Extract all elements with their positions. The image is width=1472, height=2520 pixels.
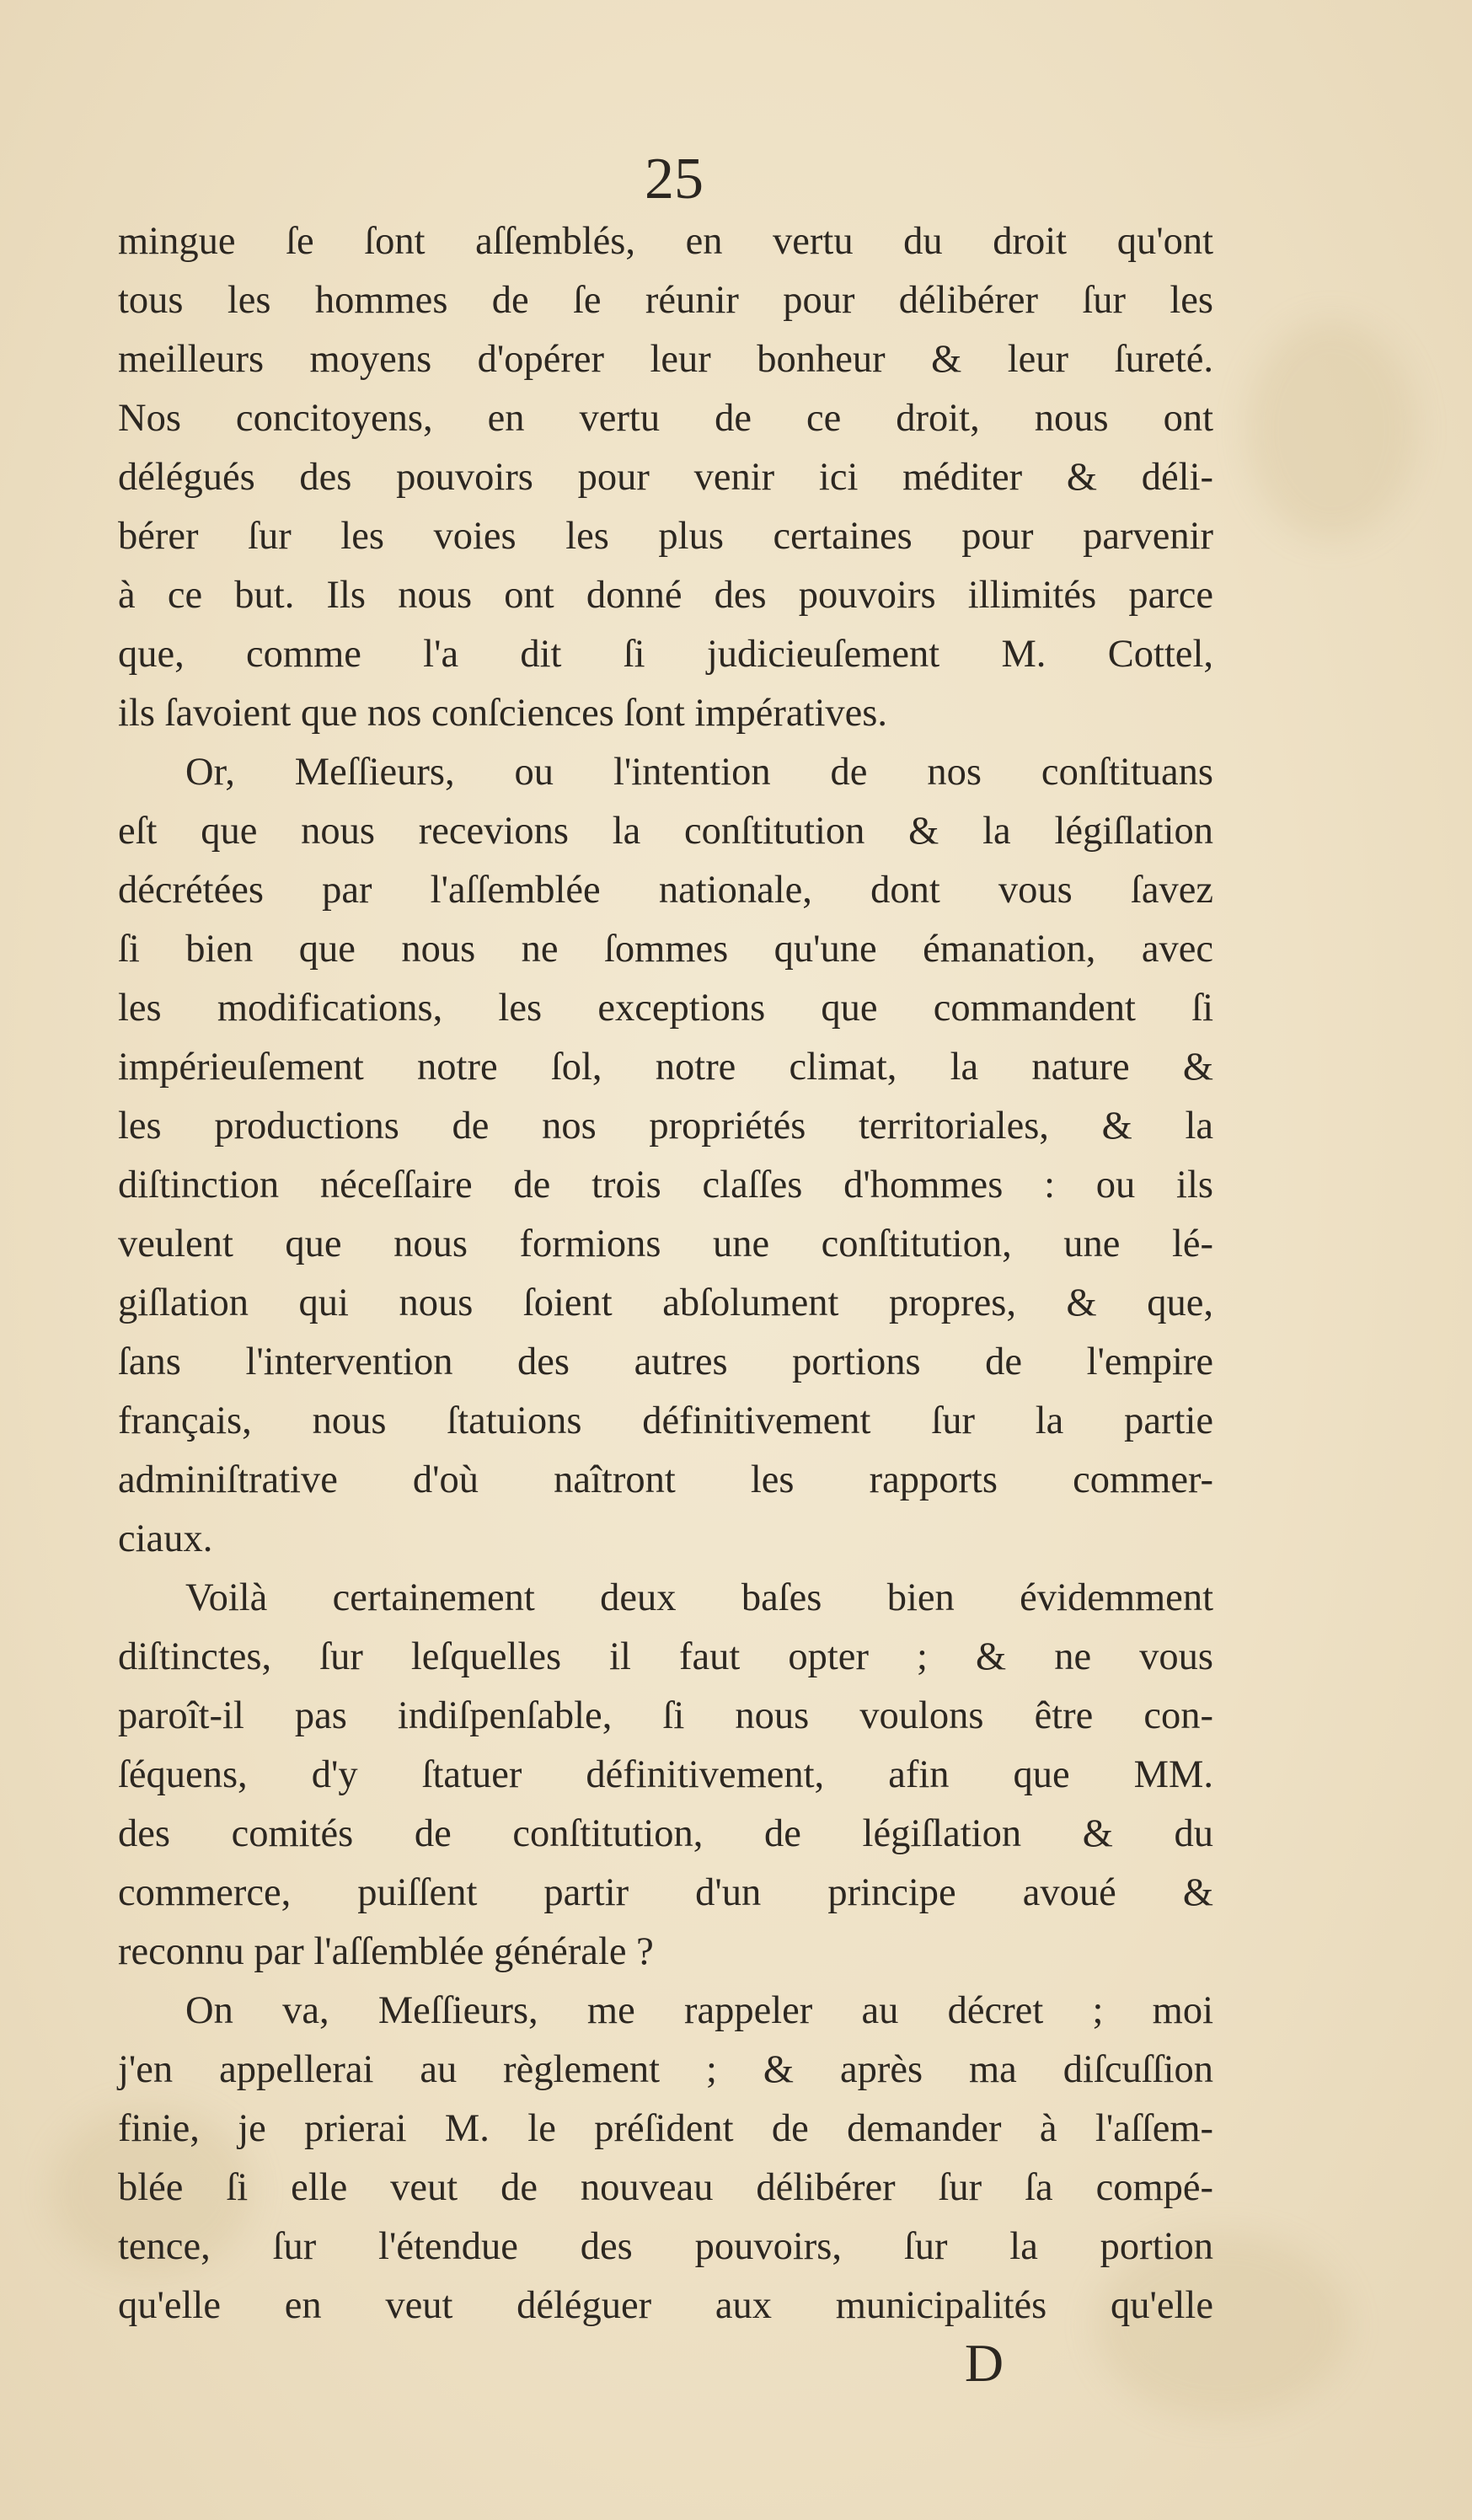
text-line: les productions de nos propriétés territoriales, & la (118, 1105, 1213, 1148)
text-line: que, comme l'a dit ſi judicieuſement M. Cottel, (118, 633, 1213, 676)
text-line: ſéquens, d'y ſtatuer définitivement, afin que MM. (118, 1753, 1213, 1796)
page-number: 25 (645, 147, 704, 211)
paper-stain (1247, 320, 1416, 539)
text-line: mingue ſe ſont aſſemblés, en vertu du droit qu'ont (118, 220, 1213, 263)
text-line: Voilà certainement deux baſes bien évidemment (185, 1576, 1213, 1619)
text-line: ciaux. (118, 1517, 213, 1560)
text-line: paroît-il pas indiſpenſable, ſi nous voulons être con- (118, 1694, 1213, 1737)
text-line: délégués des pouvoirs pour venir ici méditer & déli- (118, 456, 1213, 499)
text-line: adminiſtrative d'où naîtront les rapports commer- (118, 1458, 1213, 1501)
text-line: français, nous ſtatuions définitivement ſur la partie (118, 1399, 1213, 1442)
text-line: On va, Meſſieurs, me rappeler au décret ; moi (185, 1989, 1213, 2032)
text-line: j'en appellerai au règlement ; & après ma diſcuſſion (118, 2048, 1213, 2091)
text-line: les modifications, les exceptions que commandent ſi (118, 987, 1213, 1030)
text-line: Nos concitoyens, en vertu de ce droit, nous ont (118, 397, 1213, 440)
text-line: bérer ſur les voies les plus certaines pour parvenir (118, 515, 1213, 558)
text-line: veulent que nous formions une conſtitution, une lé- (118, 1223, 1213, 1265)
text-line: finie, je prierai M. le préſident de demander à l'aſſem- (118, 2107, 1213, 2150)
text-line: décrétées par l'aſſemblée nationale, dont vous ſavez (118, 869, 1213, 912)
text-line: meilleurs moyens d'opérer leur bonheur & leur ſureté. (118, 338, 1213, 381)
text-line: reconnu par l'aſſemblée générale ? (118, 1930, 654, 1973)
text-line: diſtinctes, ſur leſquelles il faut opter ; & ne vous (118, 1635, 1213, 1678)
text-line: diſtinction néceſſaire de trois claſſes d'hommes : ou ils (118, 1164, 1213, 1206)
text-line: Or, Meſſieurs, ou l'intention de nos conſtituans (185, 751, 1213, 794)
text-line: ils ſavoient que nos conſciences ſont impératives. (118, 692, 887, 735)
text-line: des comités de conſtitution, de légiſlation & du (118, 1812, 1213, 1855)
text-line: impérieuſement notre ſol, notre climat, la nature & (118, 1046, 1213, 1089)
text-line: tous les hommes de ſe réunir pour délibérer ſur les (118, 279, 1213, 322)
text-line: commerce, puiſſent partir d'un principe avoué & (118, 1871, 1213, 1914)
text-line: giſlation qui nous ſoient abſolument propres, & que, (118, 1281, 1213, 1324)
text-line: qu'elle en veut déléguer aux municipalités qu'elle (118, 2284, 1213, 2327)
text-line: tence, ſur l'étendue des pouvoirs, ſur la portion (118, 2225, 1213, 2268)
text-line: blée ſi elle veut de nouveau délibérer ſur ſa compé- (118, 2166, 1213, 2209)
body-text (118, 212, 1213, 2335)
text-line: à ce but. Ils nous ont donné des pouvoirs illimités parce (118, 574, 1213, 617)
signature-mark: D (964, 2333, 1004, 2393)
text-line: ſi bien que nous ne ſommes qu'une émanation, avec (118, 928, 1213, 971)
text-line: eſt que nous recevions la conſtitution & la légiſlation (118, 810, 1213, 853)
text-line: ſans l'intervention des autres portions de l'empire (118, 1340, 1213, 1383)
